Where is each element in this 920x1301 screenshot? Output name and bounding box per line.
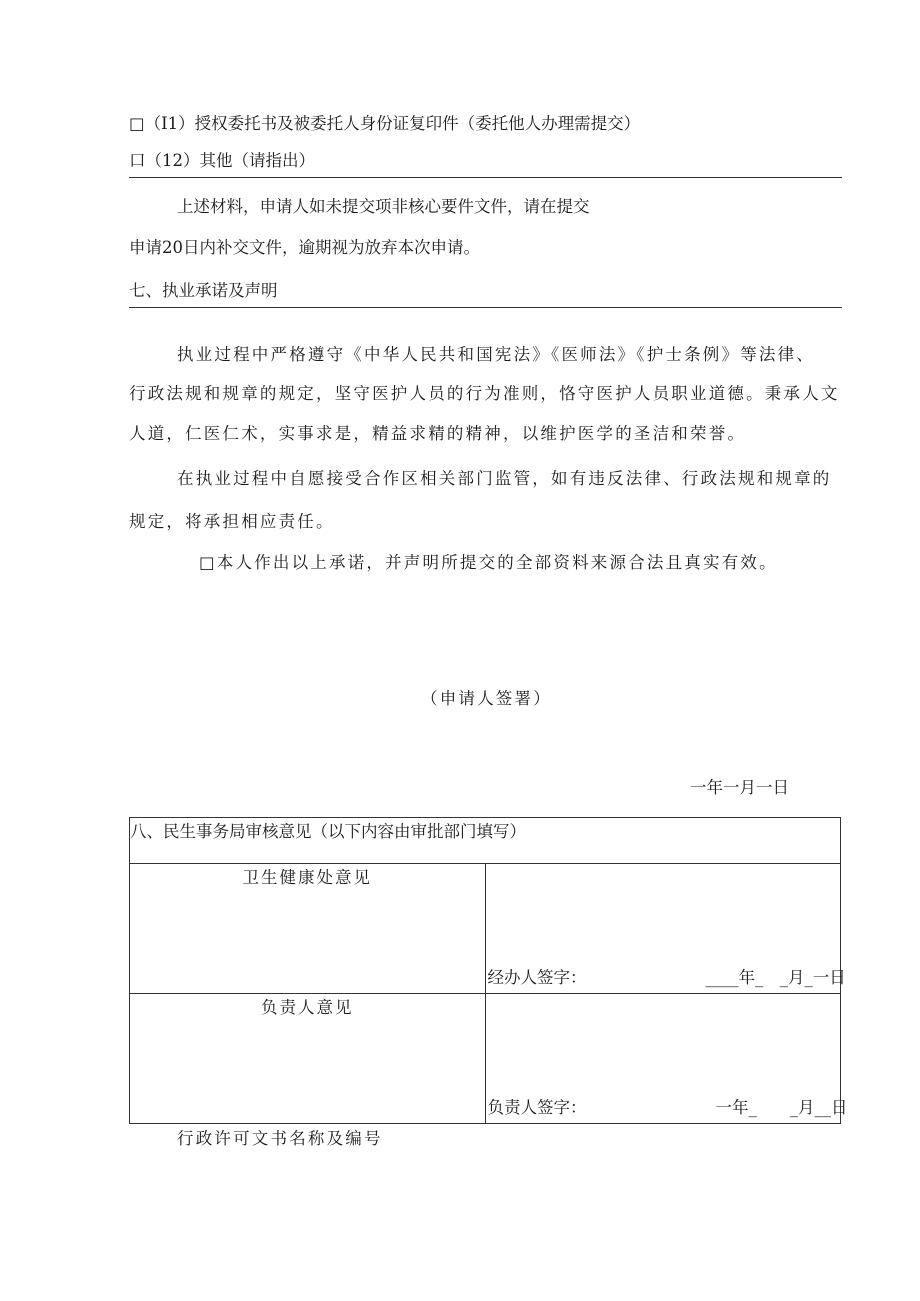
materials-note-line-2: 申请20日内补交文件，逾期视为放弃本次申请。 [129, 238, 480, 257]
table-row [130, 994, 841, 1124]
table-row [130, 864, 841, 994]
section-7-title: 七、执业承诺及声明 [129, 281, 278, 300]
health-dept-opinion-field[interactable] [485, 864, 846, 994]
head-opinion-label: 负责人意见 [130, 994, 486, 1124]
handler-signature-label: 经办人签字： [487, 968, 587, 987]
head-signature-label: 负责人签字： [487, 1098, 587, 1117]
applicant-signature-date: 一年一月一日 [690, 778, 789, 797]
review-table [129, 817, 848, 1124]
pledge-para-2-line-2: 规定，将承担相应责任。 [129, 512, 335, 531]
pledge-para-1-line-2: 行政法规和规章的规定，坚守医护人员的行为准则，恪守医护人员职业道德。秉承人文 [129, 384, 840, 403]
material-item-12: 口（12）其他（请指出） [129, 151, 315, 170]
pledge-para-1-line-1: 执业过程中严格遵守《中华人民共和国宪法》《医师法》《护士条例》等法律、 [177, 345, 815, 364]
divider [129, 307, 842, 308]
head-signature-date: 一年_ _月__日 [715, 1098, 848, 1117]
license-document-name-label: 行政许可文书名称及编号 [177, 1129, 383, 1148]
head-opinion-field[interactable] [485, 994, 848, 1124]
handler-signature-date: ____年_ _月_一日 [705, 968, 846, 987]
pledge-para-2-line-1: 在执业过程中自愿接受合作区相关部门监管，如有违反法律、行政法规和规章的 [177, 469, 832, 488]
divider [129, 177, 842, 178]
material-item-11: □（I1）授权委托书及被委托人身份证复印件（委托他人办理需提交） [129, 114, 641, 133]
applicant-signature-label: （申请人签署） [421, 689, 552, 708]
pledge-checkbox-statement[interactable]: □本人作出以上承诺，并声明所提交的全部资料来源合法且真实有效。 [199, 553, 778, 572]
health-dept-opinion-label: 卫生健康处意见 [130, 864, 486, 994]
materials-note-line-1: 上述材料，申请人如未提交项非核心要件文件，请在提交 [177, 197, 590, 216]
review-table-header: 八、民生事务局审核意见（以下内容由审批部门填写） [130, 818, 841, 864]
pledge-para-1-line-3: 人道，仁医仁术，实事求是，精益求精的精神，以维护医学的圣洁和荣誉。 [129, 424, 747, 443]
